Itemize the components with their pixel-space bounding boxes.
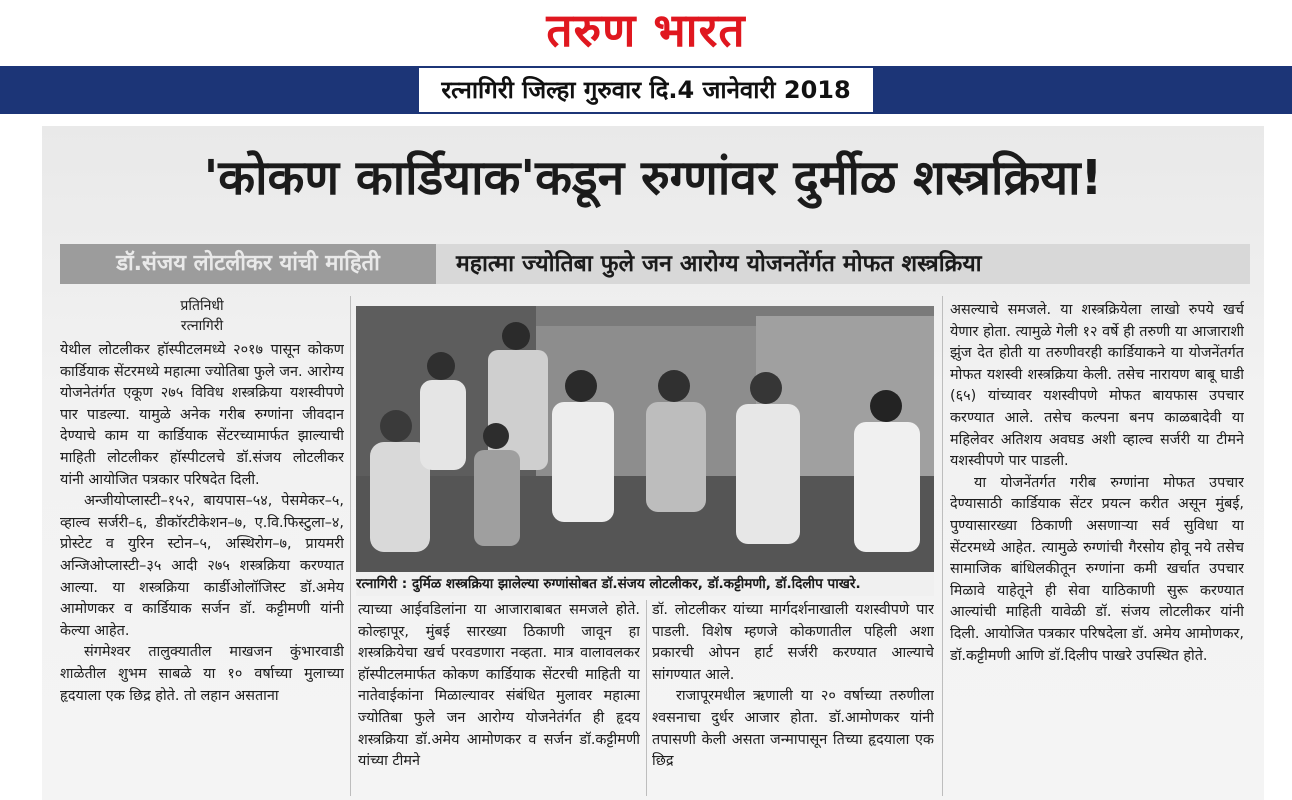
paragraph: त्याच्या आईवडिलांना या आजाराबाबत समजले होते. कोल्हापूर, मुंबई सारख्या ठिकाणी जावून हा शस्त्रक्रियेचा खर्च परवडणारा नव्हता. मात्र वालावलकर हॉस्पीटलमार्फत कोकण कार्डियाक सेंटरची माहिती या नातेवाईकांना मिळाल्यावर संबंधित मुलावर महात्मा ज्योतिबा फुले जन आरोग्य योजनेतंर्गत ही हृदय शस्त्रक्रिया डॉ.अमेय आमोणकर व सर्जन डॉ.कट्टीमणी यांच्या टीमने: [358, 602, 640, 770]
paragraph: येथील लोटलीकर हॉस्पीटलमध्ये २०१७ पासून कोकण कार्डियाक सेंटरमध्ये महात्मा ज्योतिबा फुले जन. आरोग्य योजनेतंर्गत एकूण २७५ विविध शस्त्रक्रिया यशस्वीपणे पार पाडल्या. यामुळे अनेक गरीब रुग्णांना जीवदान देण्याचे काम या कार्डियाक सेंटरच्यामार्फत झाल्याची माहिती लोटलीकर हॉस्पीटलचे डॉ.संजय लोटलीकर यांनी आयोजित पत्रकार परिषदेत दिली.: [60, 342, 344, 488]
paragraph: अन्जीयोप्लास्टी–१५२, बायपास–५४, पेसमेकर–५, व्हाल्व सर्जरी–६, डीकॉरटीकेशन–७, ए.वि.फिस्टुला–४, प्रोस्टेट व युरिन स्टोन–५, अस्थिरोग–७, प्रायमरी अन्जिओप्लास्टी–३५ आदी २७५ शस्त्रक्रिया करण्यात आल्या. या शस्त्रक्रिया कार्डीओलॉजिस्ट डॉ.अमेय आमोणकर व कार्डियाक सर्जन डॉ. कट्टीमणी यांनी केल्या आहेत.: [60, 493, 344, 639]
article-column-2: [358, 600, 640, 796]
column-divider: [646, 600, 647, 796]
column-divider: [350, 296, 351, 796]
byline: प्रतिनिधी: [180, 298, 224, 314]
article-kicker: डॉ.संजय लोटलीकर यांची माहिती: [60, 244, 436, 284]
masthead-title: तरुण भारत: [546, 3, 746, 57]
byline-place: रत्नागिरी: [180, 318, 224, 334]
article-column-1: [60, 296, 344, 796]
paragraph: डॉ. लोटलीकर यांच्या मार्गदर्शनाखाली यशस्वीपणे पार पाडली. विशेष म्हणजे कोकणातील पहिली अशा प्रकारची ओपन हार्ट सर्जरी करण्यात आल्याचे सांगण्यात आले.: [652, 602, 934, 683]
article-column-3: [652, 600, 934, 796]
photo-caption: रत्नागिरी : दुर्मिळ शस्त्रक्रिया झालेल्या रुग्णांसोबत डॉ.संजय लोटलीकर, डॉ.कट्टीमणी, डॉ.दिलीप पाखरे.: [356, 572, 934, 596]
paragraph: असल्याचे समजले. या शस्त्रक्रियेला लाखो रुपये खर्च येणार होता. त्यामुळे गेली १२ वर्षे ही तरुणी या आजाराशी झुंज देत होती या तरुणीवरही कार्डियाकने या योजनेंतर्गत मोफत यशस्वी शस्त्रक्रिया केली. तसेच नारायण बाबू घाडी (६५) यांच्यावर यशस्वीपणे मोफत बायफास उपचार करण्यात आले. तसेच कल्पना बनप काळबादेवी या महिलेवर अतिशय अवघड अशी व्हाल्व सर्जरी या टीमने यशस्वीपणे पार पाडली.: [950, 302, 1244, 470]
dateline: रत्नागिरी जिल्हा गुरुवार दि.4 जानेवारी 2018: [419, 68, 872, 112]
paragraph: संगमेश्वर तालुक्यातील माखजन कुंभारवाडी शाळेतील शुभम साबळे या १० वर्षाच्या मुलाच्या हृदयाला एक छिद्र होते. तो लहान असताना: [60, 644, 344, 704]
date-band: [0, 66, 1292, 114]
article-headline: 'कोकण कार्डियाक'कडून रुग्णांवर दुर्मीळ शस्त्रक्रिया!: [203, 150, 1103, 206]
paragraph: या योजनेंतर्गत गरीब रुग्णांना मोफत उपचार देण्यासाठी कार्डियाक सेंटर प्रयत्न करीत असून मुंबई, पुण्यासारख्या ठिकाणी असणाऱ्या सर्व सुविधा या सेंटरमध्ये आहेत. त्यामुळे रुग्णांची गैरसोय होवू नये तसेच सामाजिक बांधिलकीतून रुग्णांना कमी खर्चात उपचार मिळावे याहेतूने ही सेवा याठिकाणी सुरू करण्यात आल्यांची माहिती यावेळी डॉ. संजय लोटलीकर यांनी दिली. आयोजित पत्रकार परिषदेला डॉ. अमेय आमोणकर, डॉ.कट्टीमणी आणि डॉ.दिलीप पाखरे उपस्थित होते.: [950, 474, 1244, 664]
article-column-4: [950, 300, 1244, 796]
column-divider: [942, 296, 943, 796]
news-photo: [356, 306, 934, 572]
article-subheadline: महात्मा ज्योतिबा फुले जन आरोग्य योजनतेंर्गत मोफत शस्त्रक्रिया: [456, 251, 982, 277]
paragraph: राजापूरमधील ऋणाली या २० वर्षाच्या तरुणीला श्वसनाचा दुर्धर आजार होता. डॉ.आमोणकर यांनी तपासणी केली असता जन्मापासून तिच्या हृदयाला एक छिद्र: [652, 688, 934, 770]
photo-illustration: [356, 306, 934, 572]
